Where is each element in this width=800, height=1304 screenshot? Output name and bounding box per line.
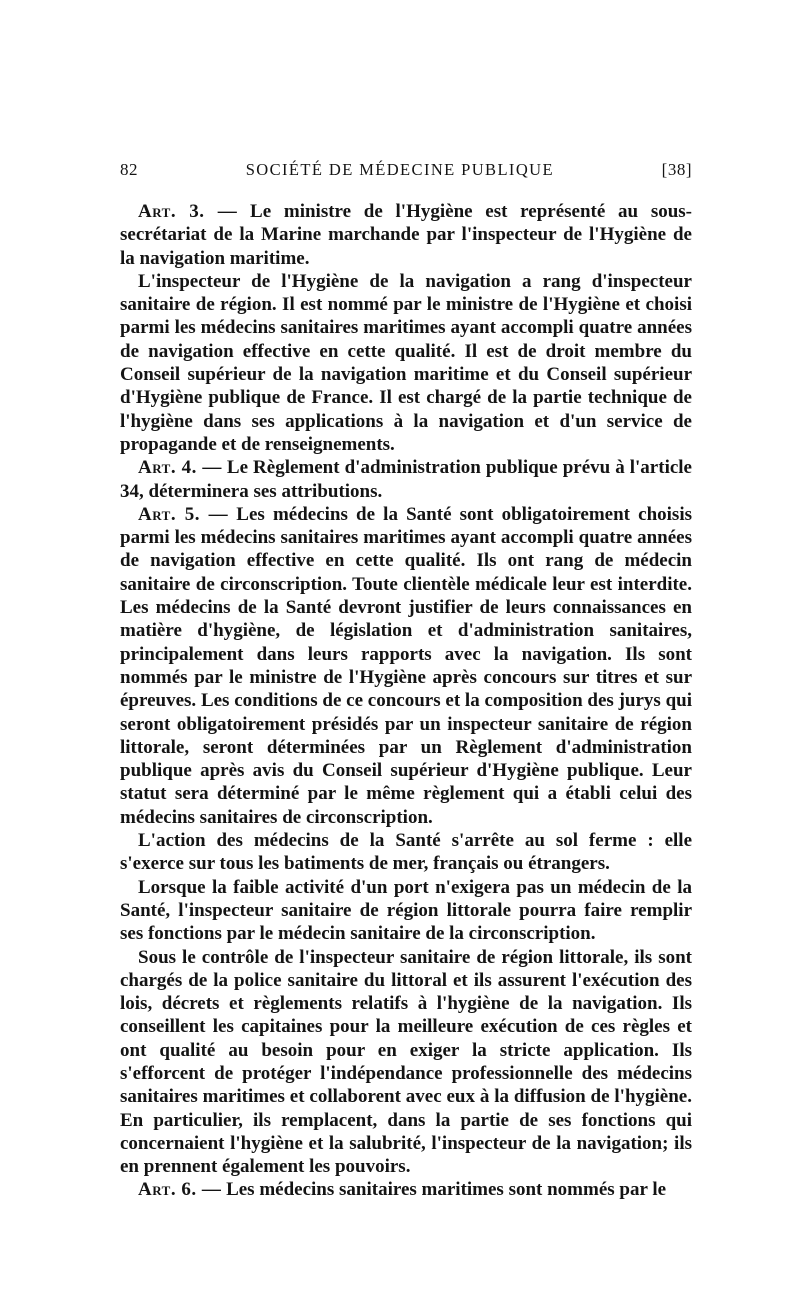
book-page — [120, 160, 692, 1202]
paragraph-text: Les médecins sanitaires maritimes sont nommés par le — [221, 1179, 667, 1201]
article-label: Art. 6. — — [138, 1179, 222, 1201]
paragraph-art-4 — [120, 456, 692, 503]
paragraph-text: Le Règlement d'administration publique prévu à l'article 34, déterminera ses attributions. — [120, 457, 692, 502]
article-label: Art. 3. — — [138, 201, 238, 222]
paragraph-text: Les médecins de la Santé sont obligatoirement choisis parmi les médecins sanitaires maritimes ayant accompli quatre années de navigation effective en cette qualité. Ils ont rang de médecin sanitaire de circonscription. Toute clientèle médicale leur est interdite. Les médecins de la Santé devront justifier de leurs connaissances en matière d'hygiène, de législation et d'administration sanitaires, principalement dans leurs rapports avec la navigation. Ils sont nommés par le ministre de l'Hygiène après concours sur titres et sur épreuves. Les conditions de ce concours et la composition des jurys qui seront obligatoirement présidés par un inspecteur sanitaire de région littorale, seront déterminées par un Règlement d'administration publique après avis du Conseil supérieur d'Hygiène publique. Leur statut sera déterminé par le même règlement qui a établi celui des médecins sanitaires de circonscription. — [120, 503, 693, 828]
paragraph-text: Sous le contrôle de l'inspecteur sanitaire de région littorale, ils sont chargés de la police sanitaire du littoral et ils assurent l'exécution des lois, décrets et règlements relatifs à l'hygiène de la navigation. Ils conseillent les capitaines pour la meilleure exécution de ces règles et ont qualité au besoin pour en exiger la stricte application. Ils s'efforcent de protéger l'indépendance professionnelle des médecins sanitaires maritimes et collaborent avec eux à la diffusion de l'hygiène. En particulier, ils remplacent, dans la partie de ses fonctions qui concernaient l'hygiène et la salubrité, l'inspecteur de la navigation; ils en prennent également les pouvoirs. — [120, 946, 692, 1178]
paragraph-controle — [120, 946, 692, 1179]
article-label: Art. 4. — — [138, 457, 222, 479]
paragraph-faible-activite — [120, 876, 692, 946]
running-title: SOCIÉTÉ DE MÉDECINE PUBLIQUE — [245, 160, 554, 179]
article-label: Art. 5. — — [138, 503, 229, 525]
paragraph-sol-ferme — [120, 829, 692, 876]
paragraph-text: Le ministre de l'Hygiène est représenté au sous-secrétariat de la Marine marchande par l'inspecteur de l'Hygiène de la navigation maritime. — [120, 201, 692, 269]
running-head — [120, 160, 692, 180]
paragraph-inspector — [120, 270, 692, 456]
paragraph-art-6 — [120, 1178, 692, 1201]
paragraph-text: Lorsque la faible activité d'un port n'exigera pas un médecin de la Santé, l'inspecteur sanitaire de région littorale pourra faire remplir ses fonctions par le médecin sanitaire de la circonscription. — [120, 876, 692, 945]
paragraph-text: L'action des médecins de la Santé s'arrête au sol ferme : elle s'exerce sur tous les batiments de mer, français ou étrangers. — [120, 830, 692, 875]
section-reference: [38] — [661, 160, 692, 179]
page-number: 82 — [120, 160, 138, 179]
body-text — [120, 200, 692, 1202]
paragraph-art-5 — [120, 503, 692, 829]
paragraph-art-3 — [120, 200, 692, 270]
paragraph-text: L'inspecteur de l'Hygiène de la navigation a rang d'inspecteur sanitaire de région. Il est nommé par le ministre de l'Hygiène et choisi parmi les médecins sanitaires maritimes ayant accompli quatre années de navigation effective en cette qualité. Il est de droit membre du Conseil supérieur de la navigation maritime et du Conseil supérieur d'Hygiène publique de France. Il est chargé de la partie technique de l'hygiène dans ses applications à la navigation et d'un service de propagande et de renseignements. — [120, 270, 692, 455]
